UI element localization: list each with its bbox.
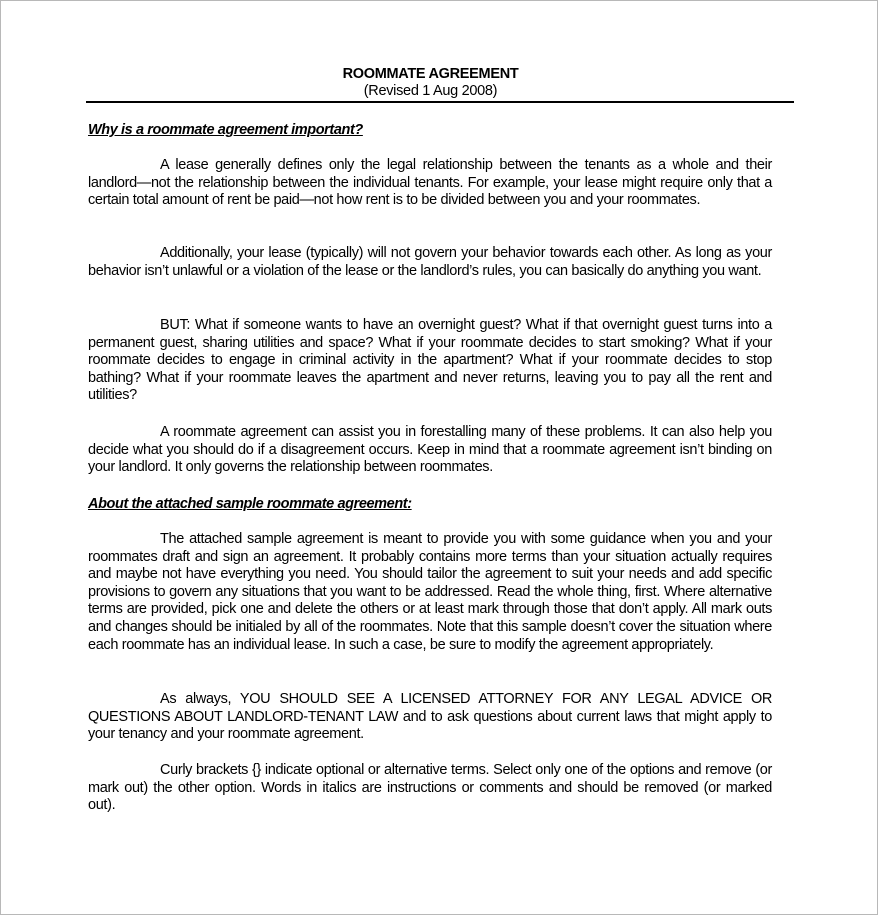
paragraph: Additionally, your lease (typically) will not govern your behavior towards each other. As long as your behavior isn’t unlawful or a violation of the lease or the landlord’s rules, you can basically do anything you want. [88, 245, 772, 279]
document-body [88, 65, 773, 814]
paragraph: The attached sample agreement is meant to provide you with some guidance when you and your roommates draft and sign an agreement. It probably contains more terms than your situation actually requires and maybe not have everything you need. You should tailor the agreement to suit your needs and add specific provisions to govern any situations that you want to be addressed. Read the whole thing, first. Where alternative terms are provided, pick one and delete the others or at least mark through those that don’t apply. All mark outs and changes should be initialed by all of the roommates. Note that this sample doesn’t cover the situation where each roommate has an individual lease. In such a case, be sure to modify the agreement appropriately. [88, 531, 772, 653]
paragraph: Curly brackets {} indicate optional or alternative terms. Select only one of the options and remove (or mark out) the other option. Words in italics are instructions or comments and should be removed (or marked out). [88, 762, 772, 814]
paragraph: As always, YOU SHOULD SEE A LICENSED ATTORNEY FOR ANY LEGAL ADVICE OR QUESTIONS ABOUT LANDLORD-TENANT LAW and to ask questions about current laws that might apply to your tenancy and your roommate agreement. [88, 691, 772, 743]
document-subtitle: (Revised 1 Aug 2008) [363, 83, 498, 99]
paragraph: BUT: What if someone wants to have an overnight guest? What if that overnight guest turns into a permanent guest, sharing utilities and space? What if your roommate decides to start smoking? What if your roommate decides to engage in criminal activity in the apartment? What if your roommate decides to stop bathing? What if your roommate leaves the apartment and never returns, leaving you to pay all the rent and utilities? [88, 317, 772, 404]
paragraph: A lease generally defines only the legal relationship between the tenants as a whole and their landlord—not the relationship between the individual tenants. For example, your lease might require only that a certain total amount of rent be paid—not how rent is to be divided between you and your roommates. [88, 157, 772, 209]
title-divider [86, 101, 794, 103]
paragraph: A roommate agreement can assist you in forestalling many of these problems. It can also help you decide what you should do if a disagreement occurs. Keep in mind that a roommate agreement isn’t binding on your landlord. It only governs the relationship between roommates. [88, 424, 772, 476]
section-heading-sample-agreement: About the attached sample roommate agreement: [88, 496, 412, 512]
section-heading-importance: Why is a roommate agreement important? [88, 122, 363, 138]
document-title: ROOMMATE AGREEMENT [342, 66, 519, 82]
